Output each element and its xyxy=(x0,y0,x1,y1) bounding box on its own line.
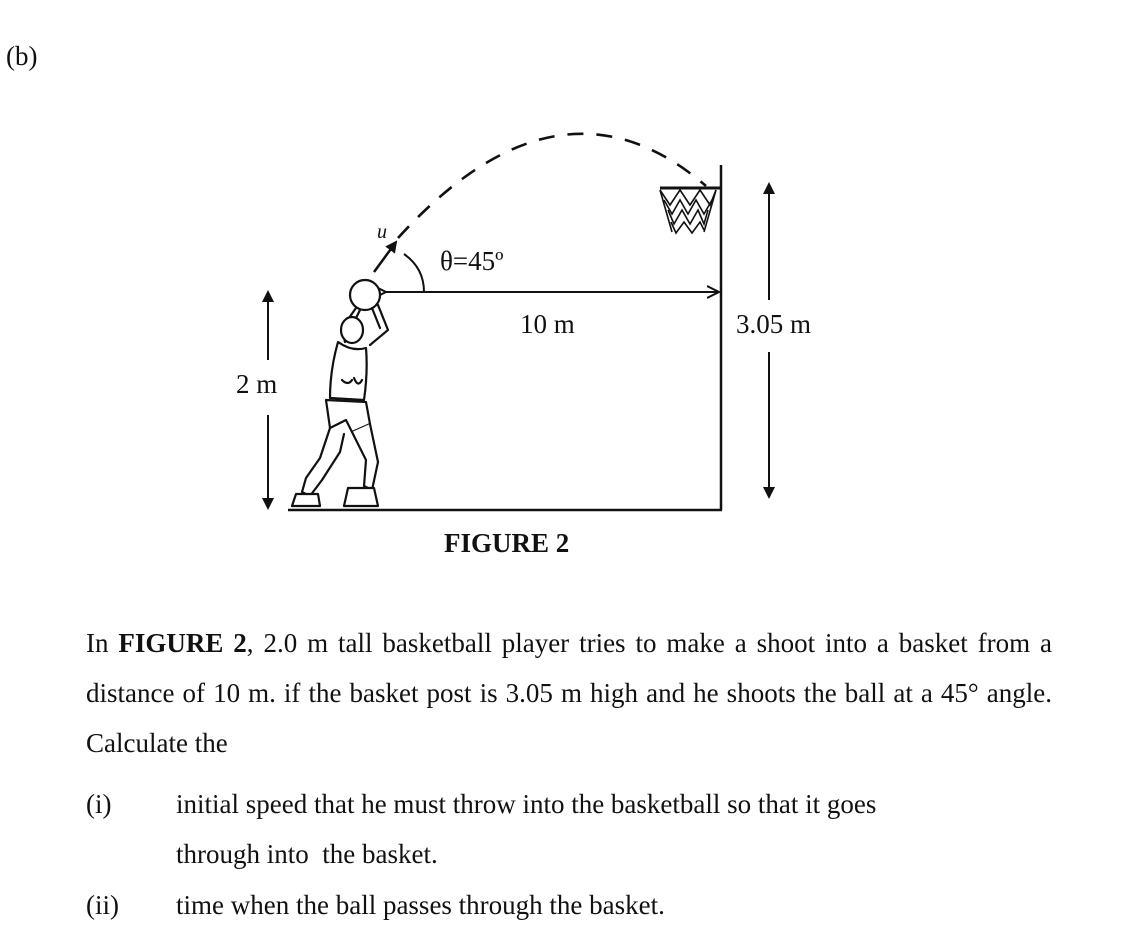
velocity-label: u xyxy=(377,221,387,243)
distance-label: 10 m xyxy=(520,309,575,339)
question-text xyxy=(86,618,1052,768)
sub-question-text xyxy=(176,779,1056,879)
sub-question-i xyxy=(86,779,1066,879)
player-height-label: 2 m xyxy=(236,369,278,399)
part-label: (b) xyxy=(6,41,38,71)
sub-question-number: (i) xyxy=(86,789,112,819)
velocity-arrow xyxy=(374,242,396,272)
angle-label: θ=45º xyxy=(440,246,504,276)
basket-net xyxy=(660,190,716,233)
ball-trajectory xyxy=(398,134,706,238)
sub-question-line: initial speed that he must throw into the basketball so that it goes xyxy=(176,789,877,819)
sub-question-ii xyxy=(86,880,1066,930)
sub-question-number: (ii) xyxy=(86,890,119,920)
question-intro-prefix: In xyxy=(86,628,119,658)
angle-arc xyxy=(404,254,424,292)
question-intro-text: , 2.0 m tall basketball player tries to make a shoot into a basket from a distance of 10 m. if the basket post is 3.05 m high and he shoots the ball at a 45° angle. Calculate the xyxy=(86,628,1052,758)
post-height-label: 3.05 m xyxy=(736,309,812,339)
sub-question-line: time when the ball passes through the basket. xyxy=(176,890,665,920)
question-figure-ref: FIGURE 2 xyxy=(118,628,247,658)
sub-question-line: through into the basket. xyxy=(176,839,438,869)
figure-caption: FIGURE 2 xyxy=(444,528,570,558)
basketball-player xyxy=(292,280,388,506)
sub-question-text xyxy=(176,880,1056,930)
question-paragraph xyxy=(86,618,1052,768)
